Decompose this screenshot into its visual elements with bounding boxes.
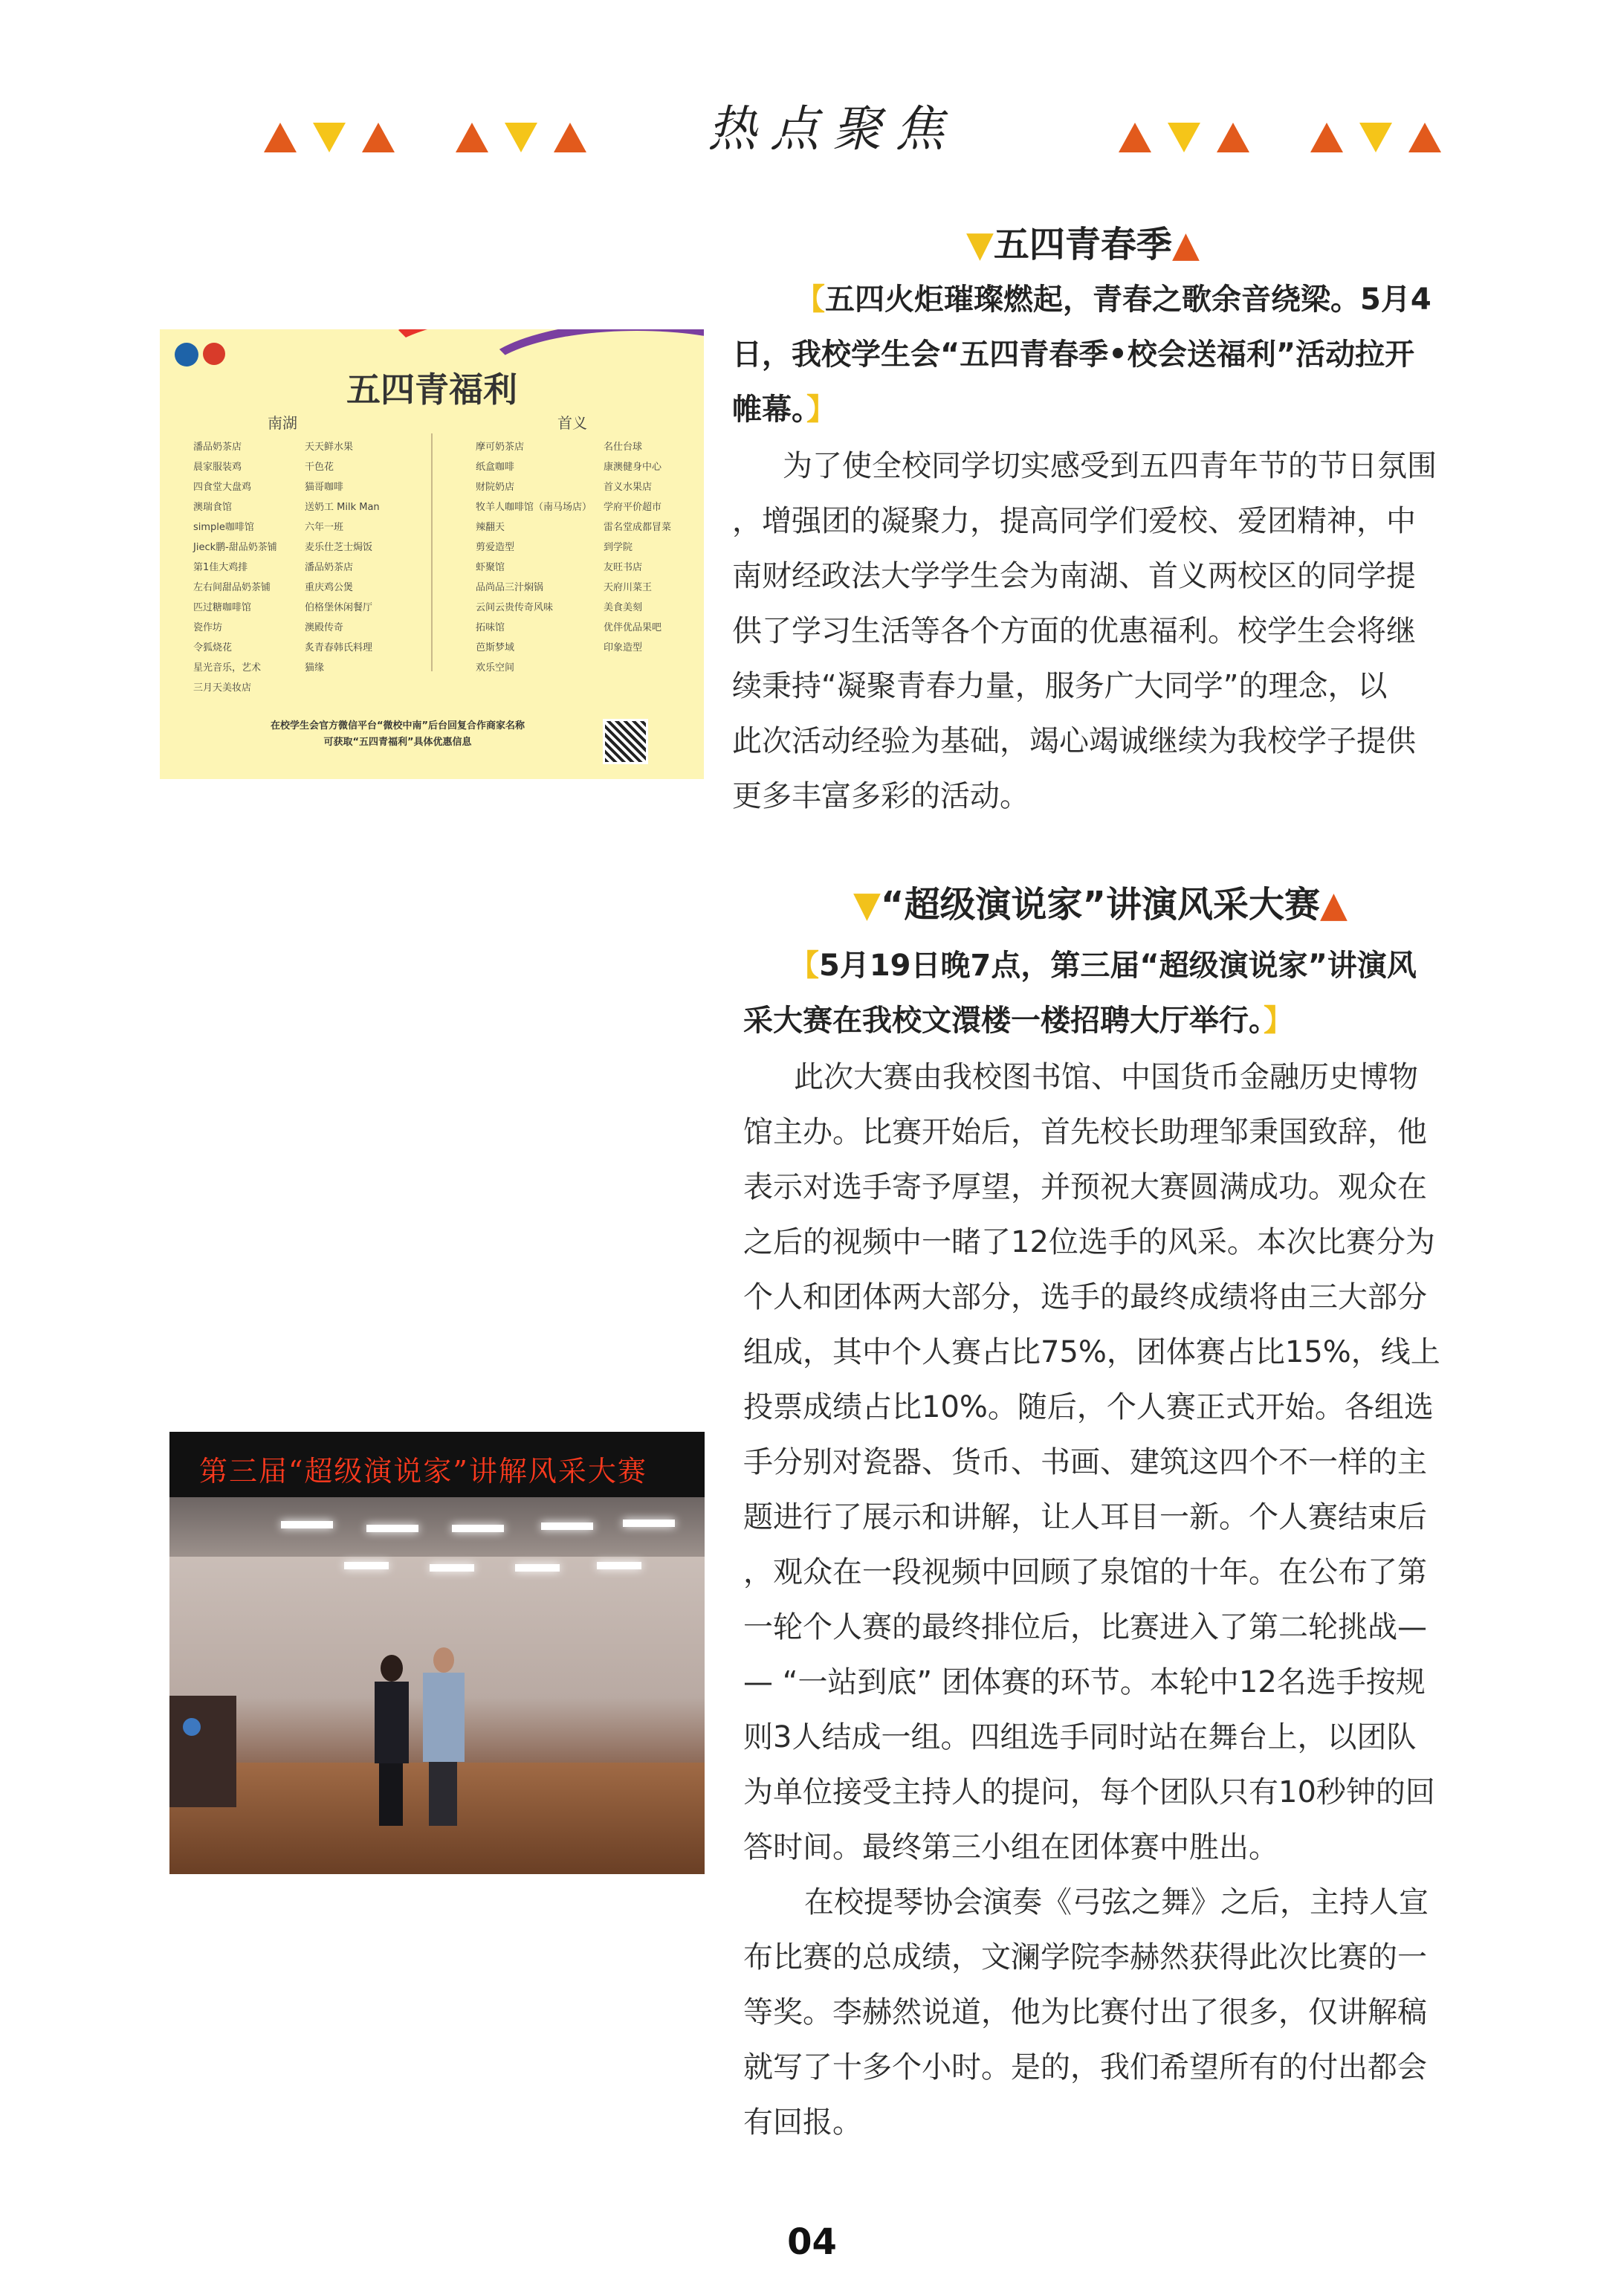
paragraph-line: ，增强团的凝聚力，提高同学们爱校、爱团精神，中 bbox=[732, 504, 1416, 538]
section1-body bbox=[732, 439, 1498, 824]
poster-footer bbox=[190, 718, 606, 751]
section2-title bbox=[853, 876, 1348, 927]
paragraph-line: ，观众在一段视频中回顾了泉馆的十年。在公布了第 bbox=[743, 1555, 1427, 1589]
triangle-down-icon: ▼ bbox=[853, 884, 881, 926]
paragraph-line: 之后的视频中一睹了12位选手的风采。本次比赛分为 bbox=[743, 1225, 1435, 1259]
shop-name: 优伴优品果吧 bbox=[604, 622, 662, 633]
triangle-up-icon bbox=[554, 123, 586, 152]
paragraph-line: 供了学习生活等各个方面的优惠福利。校学生会将继 bbox=[732, 614, 1416, 648]
triangle-down-icon bbox=[1168, 123, 1200, 152]
paragraph-line: 续秉持“凝聚青春力量，服务广大同学”的理念，以 bbox=[732, 669, 1388, 703]
ceiling-light bbox=[597, 1562, 641, 1569]
shop-name: 学府平价超市 bbox=[604, 502, 662, 513]
triangle-up-icon bbox=[1408, 123, 1441, 152]
paragraph-line: 有回报。 bbox=[743, 2105, 862, 2140]
league-badge-icon bbox=[203, 343, 225, 365]
paragraph-line: 南财经政法大学学生会为南湖、首义两校区的同学提 bbox=[732, 559, 1416, 593]
paragraph-line: 此次大赛由我校图书馆、中国货币金融历史博物 bbox=[794, 1060, 1418, 1094]
shop-name: 干色花 bbox=[305, 462, 334, 473]
ceiling-light bbox=[623, 1520, 675, 1527]
bracket-close: 】 bbox=[806, 393, 836, 427]
paragraph-line: 就写了十多个小时。是的，我们希望所有的付出都会 bbox=[743, 2050, 1427, 2085]
triangle-up-icon bbox=[1119, 123, 1151, 152]
paragraph-line: 在校提琴协会演奏《弓弦之舞》之后，主持人宣 bbox=[804, 1885, 1429, 1919]
person-student bbox=[370, 1655, 412, 1826]
paragraph-line: 等奖。李赫然说道，他为比赛付出了很多，仅讲解稿 bbox=[743, 1995, 1427, 2029]
paragraph-line: 手分别对瓷器、货币、书画、建筑这四个不一样的主 bbox=[743, 1445, 1427, 1479]
wusi-welfare-poster bbox=[160, 329, 704, 779]
triangle-down-icon: ▼ bbox=[966, 224, 994, 265]
ceiling-light bbox=[515, 1564, 560, 1572]
shop-name: 财院奶店 bbox=[476, 482, 515, 493]
shop-name: 首义水果店 bbox=[604, 482, 653, 493]
bracket-open: 【 bbox=[795, 282, 825, 317]
section2-body bbox=[743, 1050, 1498, 2150]
paragraph-line: 一轮个人赛的最终排位后，比赛进入了第二轮挑战— bbox=[743, 1610, 1427, 1644]
shop-name: 伯格堡休闲餐厅 bbox=[305, 602, 373, 613]
triangle-down-icon bbox=[505, 123, 537, 152]
shop-name: 剪爱造型 bbox=[476, 542, 515, 553]
shop-name: 纸盒咖啡 bbox=[476, 462, 515, 473]
header-deco-left bbox=[264, 119, 631, 156]
shop-name: 美食美刻 bbox=[604, 602, 643, 613]
shop-name: 麦乐仕芝士焗饭 bbox=[305, 542, 373, 553]
shop-name: 星光音乐，艺术 bbox=[193, 662, 262, 674]
shop-name: 辣翻天 bbox=[476, 522, 505, 533]
section2-lead-line: 5月19日晚7点，第三届“超级演说家”讲演风 bbox=[819, 949, 1417, 983]
section1-lead-line: 五四火炬璀璨燃起，青春之歌余音绕梁。5月4 bbox=[825, 282, 1431, 317]
triangle-down-icon bbox=[1359, 123, 1392, 152]
shop-name: 令狐烧花 bbox=[193, 642, 233, 653]
shop-name: 第1佳大鸡排 bbox=[193, 562, 248, 573]
triangle-up-icon: ▲ bbox=[1171, 224, 1200, 265]
section2-lead-line: 采大赛在我校文澴楼一楼招聘大厅举行。 bbox=[743, 1004, 1264, 1038]
paragraph-line: 为了使全校同学切实感受到五四青年节的节日氛围 bbox=[783, 449, 1437, 483]
qr-code-icon bbox=[603, 719, 648, 764]
shop-name: 澳瑞食馆 bbox=[193, 502, 233, 513]
paragraph-line: — “一站到底” 团体赛的环节。本轮中12名选手按规 bbox=[743, 1665, 1426, 1699]
paragraph-line: 个人和团体两大部分，选手的最终成绩将由三大部分 bbox=[743, 1280, 1427, 1314]
shop-name: 天天鲜水果 bbox=[305, 442, 354, 453]
stage-banner bbox=[169, 1432, 705, 1497]
shop-name: 友旺书店 bbox=[604, 562, 643, 573]
ceiling-light bbox=[344, 1562, 389, 1569]
shop-name: 天府川菜王 bbox=[604, 582, 653, 593]
poster-list bbox=[476, 437, 592, 678]
ceiling bbox=[169, 1497, 705, 1557]
paragraph-line: 答时间。最终第三小组在团体赛中胜出。 bbox=[743, 1830, 1278, 1864]
poster-title: 五四青福利 bbox=[346, 369, 517, 410]
shop-name: 潘品奶茶店 bbox=[193, 442, 242, 453]
triangle-up-icon bbox=[456, 123, 488, 152]
stage-banner-text: 第三届“超级演说家”讲解风采大赛 bbox=[199, 1455, 647, 1488]
paragraph-line: 布比赛的总成绩，文澜学院李赫然获得此次比赛的一 bbox=[743, 1940, 1427, 1974]
shop-name: simple咖啡馆 bbox=[193, 522, 254, 533]
poster-footer-line: 可获取“五四青福利”具体优惠信息 bbox=[323, 737, 472, 748]
shop-name: 猫哥咖啡 bbox=[305, 482, 344, 493]
header-deco-right bbox=[1119, 119, 1486, 156]
section1-title bbox=[966, 216, 1200, 267]
page-header-title: 热点聚焦 bbox=[708, 100, 957, 158]
shop-name: 六年一班 bbox=[305, 522, 344, 533]
bracket-open: 【 bbox=[789, 949, 819, 983]
shop-name: 四食堂大盘鸡 bbox=[193, 482, 252, 493]
shop-name: 芭斯梦域 bbox=[476, 642, 515, 653]
shop-name: 三月天美妆店 bbox=[193, 682, 252, 694]
shop-name: 云间云贵传奇风味 bbox=[476, 602, 554, 613]
section1-lead-line: 帷幕。 bbox=[732, 393, 806, 427]
podium bbox=[169, 1696, 236, 1807]
section1-lead-line: 日，我校学生会“五四青春季•校会送福利”活动拉开 bbox=[732, 338, 1415, 372]
poster-footer-line: 在校学生会官方微信平台“微校中南”后台回复合作商家名称 bbox=[270, 720, 525, 732]
paragraph-line: 投票成绩占比10%。随后，个人赛正式开始。各组选 bbox=[743, 1390, 1434, 1424]
paragraph-line: 题进行了展示和讲解，让人耳目一新。个人赛结束后 bbox=[743, 1500, 1427, 1534]
shop-name: 印象造型 bbox=[604, 642, 643, 653]
paragraph-line: 则3人结成一组。四组选手同时站在舞台上，以团队 bbox=[743, 1720, 1417, 1754]
section2-title-text: “超级演说家”讲演风采大赛 bbox=[880, 884, 1321, 926]
poster-list bbox=[193, 437, 277, 698]
ceiling-light bbox=[541, 1522, 593, 1530]
poster-list bbox=[604, 437, 671, 658]
shop-name: 虾聚馆 bbox=[476, 562, 505, 573]
shop-name: 牧羊人咖啡馆（南马场店） bbox=[476, 502, 592, 513]
section2-lead bbox=[743, 938, 1498, 1048]
shop-name: 匹过糖咖啡馆 bbox=[193, 602, 252, 613]
triangle-up-icon bbox=[1217, 123, 1249, 152]
shop-name: 左右间甜品奶茶铺 bbox=[193, 582, 271, 593]
section1-title-text: 五四青春季 bbox=[993, 224, 1172, 265]
poster-list bbox=[305, 437, 380, 678]
ceiling-light bbox=[281, 1521, 333, 1528]
ceiling-light bbox=[430, 1564, 474, 1572]
shop-name: 欢乐空间 bbox=[476, 662, 515, 674]
paragraph-line: 表示对选手寄予厚望，并预祝大赛圆满成功。观众在 bbox=[743, 1170, 1427, 1204]
paragraph-line: 组成，其中个人赛占比75%，团体赛占比15%，线上 bbox=[743, 1335, 1440, 1369]
shop-name: 拓味馆 bbox=[476, 622, 505, 633]
poster-col-header: 首义 bbox=[557, 414, 587, 432]
shop-name: 到学院 bbox=[604, 542, 633, 553]
shop-name: Jieck鹏-甜品奶茶铺 bbox=[193, 542, 277, 553]
shop-name: 晨家服装鸡 bbox=[193, 462, 242, 473]
paragraph-line: 更多丰富多彩的活动。 bbox=[732, 779, 1029, 813]
paragraph-line: 为单位接受主持人的提问，每个团队只有10秒钟的回 bbox=[743, 1775, 1435, 1809]
triangle-up-icon bbox=[1310, 123, 1343, 152]
shop-name: 送奶工 Milk Man bbox=[305, 502, 380, 513]
person-presenter bbox=[418, 1647, 468, 1826]
triangle-down-icon bbox=[313, 123, 346, 152]
shop-name: 潘品奶茶店 bbox=[305, 562, 354, 573]
shop-name: 瓷作坊 bbox=[193, 622, 223, 633]
shop-name: 名仕台球 bbox=[604, 442, 643, 453]
page-number: 04 bbox=[787, 2221, 837, 2263]
shop-name: 重庆鸡公煲 bbox=[305, 582, 354, 593]
paragraph-line: 馆主办。比赛开始后，首先校长助理邹秉国致辞，他 bbox=[743, 1115, 1427, 1149]
school-logo-icon bbox=[183, 1718, 201, 1736]
section1-lead bbox=[732, 272, 1498, 437]
ceiling-light bbox=[366, 1525, 418, 1532]
speech-contest-photo bbox=[169, 1432, 705, 1874]
poster-divider bbox=[431, 433, 433, 671]
shop-name: 品尚品三汁焖锅 bbox=[476, 582, 544, 593]
triangle-up-icon bbox=[264, 123, 297, 152]
shop-name: 澳殿传奇 bbox=[305, 622, 344, 633]
shop-name: 康澳健身中心 bbox=[604, 462, 662, 473]
ceiling-light bbox=[452, 1525, 504, 1532]
shop-name: 猫缘 bbox=[305, 662, 325, 674]
poster-col-header: 南湖 bbox=[268, 414, 297, 432]
shop-name: 炙青春韩氏料理 bbox=[305, 642, 373, 653]
bracket-close: 】 bbox=[1264, 1004, 1293, 1038]
shop-name: 雷名堂成都冒菜 bbox=[604, 522, 672, 533]
paragraph-line: 此次活动经验为基础，竭心竭诚继续为我校学子提供 bbox=[732, 724, 1416, 758]
shop-name: 摩可奶茶店 bbox=[476, 442, 525, 453]
triangle-up-icon: ▲ bbox=[1320, 884, 1348, 926]
triangle-up-icon bbox=[362, 123, 395, 152]
